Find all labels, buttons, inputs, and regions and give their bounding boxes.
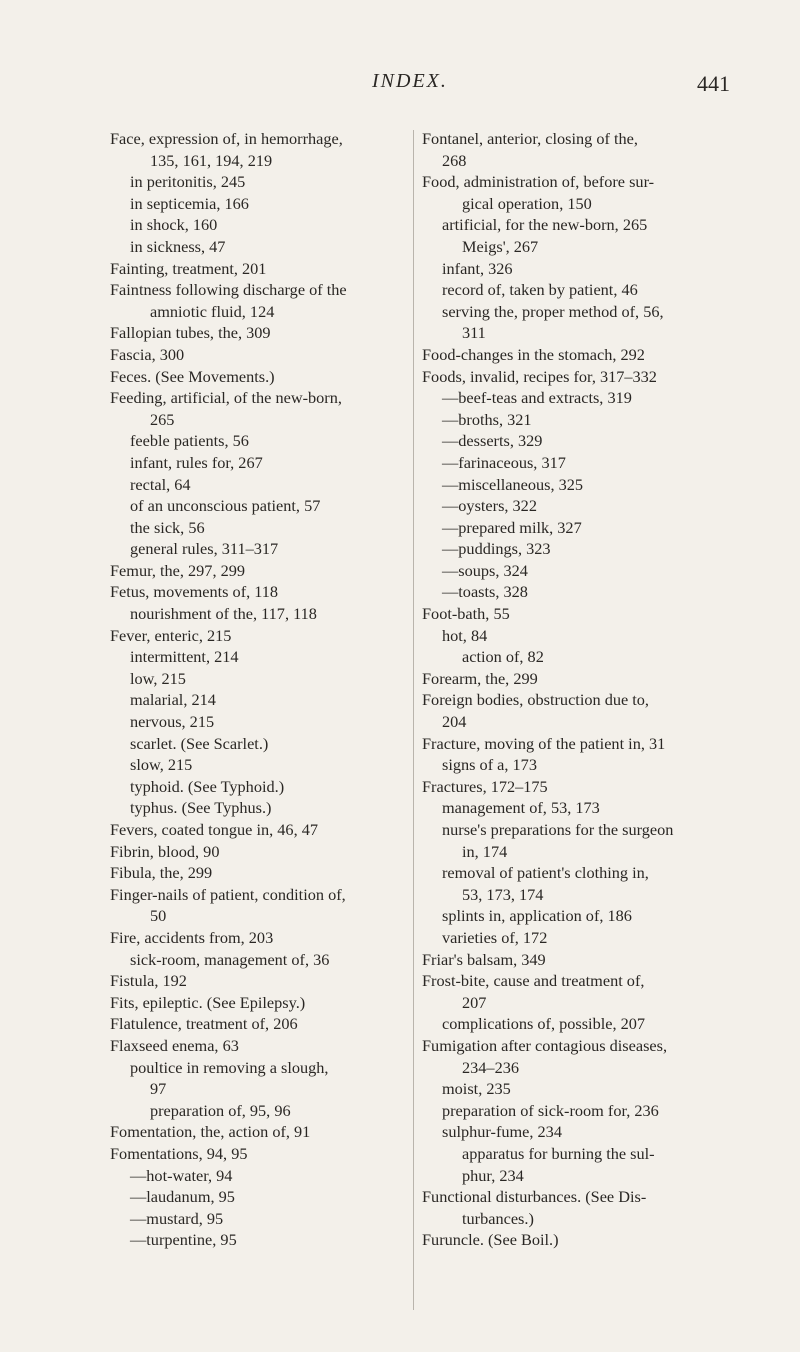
index-entry: rectal, 64 xyxy=(130,474,191,494)
index-entry: complications of, possible, 207 xyxy=(442,1014,646,1034)
index-entry: low, 215 xyxy=(130,668,186,688)
index-entry: Fibula, the, 299 xyxy=(110,863,213,883)
index-entry: Fevers, coated tongue in, 46, 47 xyxy=(110,820,318,839)
index-entry: Food, administration of, before sur- xyxy=(422,172,655,192)
running-title: INDEX. xyxy=(372,70,448,92)
index-entry: sick-room, management of, 36 xyxy=(130,949,330,969)
index-entry: Functional disturbances. (See Dis- xyxy=(422,1187,647,1207)
index-entry: Fracture, moving of the patient in, 31 xyxy=(422,733,666,753)
index-entry: management of, 53, 173 xyxy=(442,798,600,818)
index-entry: the sick, 56 xyxy=(130,517,205,537)
index-entry: feeble patients, 56 xyxy=(130,431,249,451)
index-entry: typhoid. (See Typhoid.) xyxy=(130,776,285,796)
index-entry: Fallopian tubes, the, 309 xyxy=(110,323,271,343)
index-entry: Fomentation, the, action of, 91 xyxy=(110,1122,311,1142)
index-entry: Fumigation after contagious diseases, xyxy=(422,1035,668,1055)
index-entry: 204 xyxy=(442,712,467,732)
index-entry: turbances.) xyxy=(462,1208,534,1228)
index-entry: —toasts, 328 xyxy=(442,582,528,602)
index-entry: in peritonitis, 245 xyxy=(130,172,246,192)
index-entry: infant, 326 xyxy=(442,258,513,278)
index-entry: preparation of, 95, 96 xyxy=(150,1100,291,1120)
index-entry: —soups, 324 xyxy=(442,560,528,580)
index-entry: moist, 235 xyxy=(442,1079,511,1099)
index-entry: 207 xyxy=(462,992,487,1012)
index-entry: —desserts, 329 xyxy=(442,431,543,451)
index-entry: 311 xyxy=(462,323,486,343)
index-entry: Meigs', 267 xyxy=(462,236,539,256)
index-entry: Faintness following discharge of the xyxy=(110,280,347,300)
index-entry: Fascia, 300 xyxy=(110,344,185,364)
index-entry: Fibrin, blood, 90 xyxy=(110,841,220,861)
index-column-right xyxy=(414,128,732,1251)
index-entry: in septicemia, 166 xyxy=(130,193,249,213)
index-entry: action of, 82 xyxy=(462,647,544,667)
index-entry: splints in, application of, 186 xyxy=(442,906,632,926)
page-number: 441 xyxy=(697,71,730,96)
index-entry: amniotic fluid, 124 xyxy=(150,301,275,321)
index-entry: Fainting, treatment, 201 xyxy=(110,258,267,278)
index-entry: Fistula, 192 xyxy=(110,971,187,991)
index-entry: slow, 215 xyxy=(130,755,193,775)
index-entry: apparatus for burning the sul- xyxy=(462,1143,655,1163)
index-entry: nervous, 215 xyxy=(130,712,215,732)
index-entry: serving the, proper method of, 56, xyxy=(442,301,664,321)
index-entry: Frost-bite, cause and treatment of, xyxy=(422,971,645,991)
index-entry: Femur, the, 297, 299 xyxy=(110,560,246,580)
index-entry: poultice in removing a slough, xyxy=(130,1057,329,1077)
index-entry: Feces. (See Movements.) xyxy=(110,366,275,386)
index-entry: —mustard, 95 xyxy=(130,1208,224,1228)
index-entry: sulphur-fume, 234 xyxy=(442,1122,562,1142)
index-entry: intermittent, 214 xyxy=(130,647,239,667)
index-entry: preparation of sick-room for, 236 xyxy=(442,1100,659,1120)
index-entry: —oysters, 322 xyxy=(442,496,537,516)
index-entry: —hot-water, 94 xyxy=(130,1165,233,1185)
index-entry: Fractures, 172–175 xyxy=(422,776,548,796)
index-entry: varieties of, 172 xyxy=(442,927,548,947)
index-entry: nourishment of the, 117, 118 xyxy=(130,604,317,624)
index-entry: Fomentations, 94, 95 xyxy=(110,1143,248,1163)
index-entry: Finger-nails of patient, condition of, xyxy=(110,884,346,904)
index-entry: in, 174 xyxy=(462,841,508,861)
index-entry: Foot-bath, 55 xyxy=(422,604,510,624)
index-entry: Fire, accidents from, 203 xyxy=(110,927,274,947)
index-entry: Furuncle. (See Boil.) xyxy=(422,1230,559,1250)
index-entry: removal of patient's clothing in, xyxy=(442,863,649,883)
index-entry: signs of a, 173 xyxy=(442,755,537,775)
page-header xyxy=(0,70,800,110)
index-entry: 265 xyxy=(150,409,175,429)
index-entry: Foods, invalid, recipes for, 317–332 xyxy=(422,366,657,386)
index-entry: general rules, 311–317 xyxy=(130,539,279,559)
index-entry: gical operation, 150 xyxy=(462,193,592,213)
index-entry: nurse's preparations for the surgeon xyxy=(442,820,674,839)
index-entry: Fits, epileptic. (See Epilepsy.) xyxy=(110,992,306,1012)
index-entry: Foreign bodies, obstruction due to, xyxy=(422,690,650,710)
index-entry: Flaxseed enema, 63 xyxy=(110,1035,239,1055)
index-entry: phur, 234 xyxy=(462,1165,524,1185)
index-entry: Flatulence, treatment of, 206 xyxy=(110,1014,298,1034)
index-entry: artificial, for the new-born, 265 xyxy=(442,215,648,235)
index-entry: —laudanum, 95 xyxy=(130,1187,235,1207)
index-entry: —broths, 321 xyxy=(442,409,532,429)
index-entry: 135, 161, 194, 219 xyxy=(150,150,273,170)
index-entry: Forearm, the, 299 xyxy=(422,668,538,688)
index-entry: typhus. (See Typhus.) xyxy=(130,798,272,818)
index-entry: Food-changes in the stomach, 292 xyxy=(422,344,645,364)
index-entry: record of, taken by patient, 46 xyxy=(442,280,638,300)
index-entry: —puddings, 323 xyxy=(442,539,551,559)
index-entry: 53, 173, 174 xyxy=(462,884,544,904)
index-entry: Fever, enteric, 215 xyxy=(110,625,232,645)
index-entry: —beef-teas and extracts, 319 xyxy=(442,388,632,408)
index-entry: 50 xyxy=(150,906,167,926)
index-column-left xyxy=(110,128,410,1251)
index-entry: infant, rules for, 267 xyxy=(130,452,263,472)
index-entry: Face, expression of, in hemorrhage, xyxy=(110,129,343,148)
index-entry: Fetus, movements of, 118 xyxy=(110,582,279,602)
index-entry: scarlet. (See Scarlet.) xyxy=(130,733,269,753)
index-entry: Friar's balsam, 349 xyxy=(422,949,546,969)
index-entry: in sickness, 47 xyxy=(130,236,226,256)
index-entry: of an unconscious patient, 57 xyxy=(130,496,321,516)
index-entry: —miscellaneous, 325 xyxy=(442,474,584,494)
index-entry: hot, 84 xyxy=(442,625,488,645)
index-entry: —prepared milk, 327 xyxy=(442,517,582,537)
index-entry: malarial, 214 xyxy=(130,690,216,710)
index-entry: 234–236 xyxy=(462,1057,519,1077)
index-entry: —turpentine, 95 xyxy=(130,1230,237,1250)
index-entry: Feeding, artificial, of the new-born, xyxy=(110,388,342,408)
index-entry: Fontanel, anterior, closing of the, xyxy=(422,129,638,148)
index-entry: in shock, 160 xyxy=(130,215,218,235)
index-entry: —farinaceous, 317 xyxy=(442,452,566,472)
index-entry: 268 xyxy=(442,150,467,170)
index-entry: 97 xyxy=(150,1079,167,1099)
